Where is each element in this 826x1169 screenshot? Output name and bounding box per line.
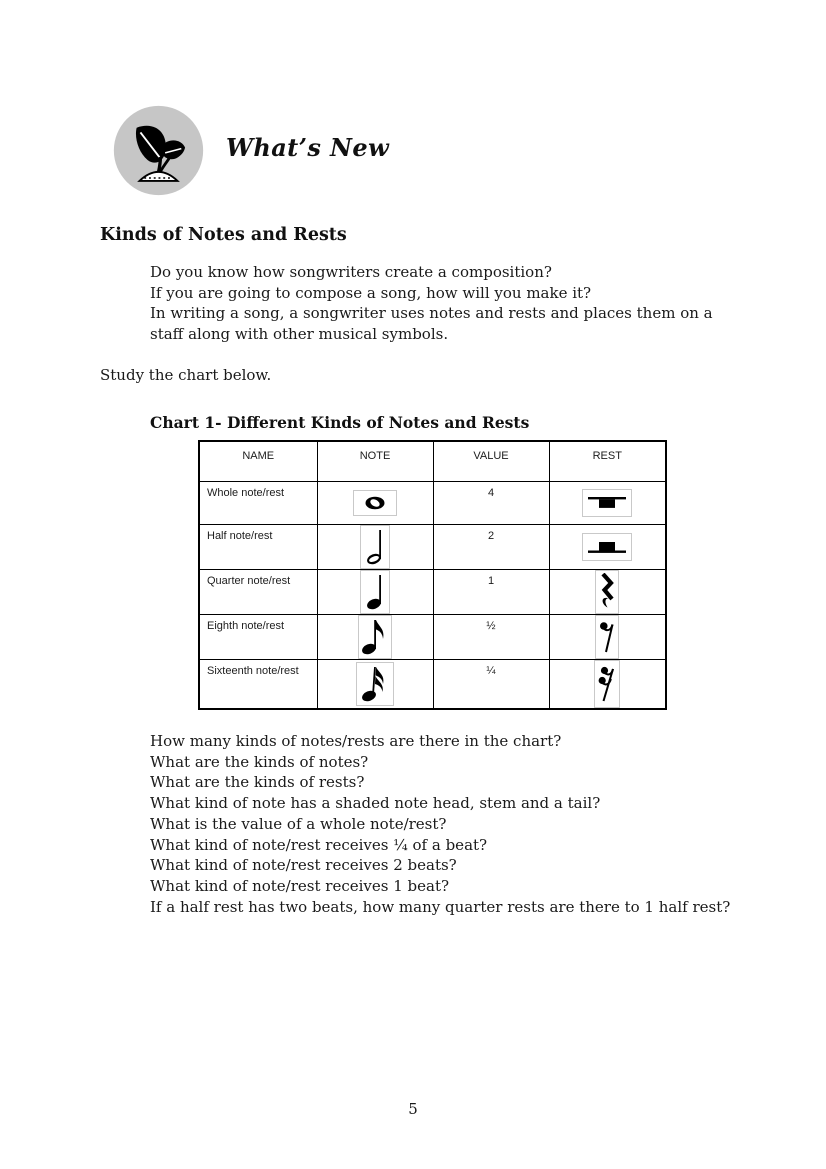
value-cell: ¼ [433,659,549,709]
question: What are the kinds of notes? [150,752,369,771]
question: What are the kinds of rests? [150,773,365,792]
intro-line: In writing a song, a songwriter uses notes and rests and places them on a [150,304,713,323]
column-header-note: NOTE [317,441,433,481]
question: If a half rest has two beats, how many quarter rests are there to 1 half rest? [150,897,731,916]
seedling-icon [111,103,206,198]
note-symbol-cell [317,481,433,524]
name-cell: Whole note/rest [199,481,317,524]
question: What kind of note/rest receives ¼ of a beat? [150,835,488,854]
rest-symbol-cell [549,614,666,659]
name-cell: Eighth note/rest [199,614,317,659]
intro-line: staff along with other musical symbols. [150,324,449,343]
page-number: 5 [408,1100,418,1118]
table-row [199,614,666,659]
questions-list [150,731,730,917]
column-header-value: VALUE [433,441,549,481]
column-header-name: NAME [199,441,317,481]
question: What kind of note/rest receives 2 beats? [150,856,457,875]
question: How many kinds of notes/rests are there in the chart? [150,732,562,750]
rest-symbol-cell [549,659,666,709]
half-note-icon [360,525,390,569]
question: What kind of note/rest receives 1 beat? [150,876,450,895]
sixteenth-rest-icon [594,660,620,708]
note-symbol-cell [317,614,433,659]
eighth-rest-icon [595,615,619,659]
whole-rest-icon [582,489,632,517]
rest-symbol-cell [549,481,666,524]
table-row [199,659,666,709]
section-heading: Kinds of Notes and Rests [100,225,347,245]
value-cell: 2 [433,524,549,569]
study-instruction: Study the chart below. [100,366,272,384]
banner-title: What’s New [226,133,390,162]
sixteenth-note-icon [356,662,394,706]
half-rest-icon [582,533,632,561]
chart-title: Chart 1- Different Kinds of Notes and Rests [150,413,530,432]
rest-symbol-cell [549,524,666,569]
note-symbol-cell [317,659,433,709]
value-cell: ½ [433,614,549,659]
table-header-row [199,441,666,481]
name-cell: Sixteenth note/rest [199,659,317,709]
intro-line: Do you know how songwriters create a composition? [150,263,552,281]
intro-paragraph [150,262,713,344]
table-row [199,524,666,569]
question: What kind of note has a shaded note head, stem and a tail? [150,794,601,813]
notes-rests-table [198,440,667,710]
note-symbol-cell [317,524,433,569]
name-cell: Quarter note/rest [199,569,317,614]
rest-symbol-cell [549,569,666,614]
value-cell: 4 [433,481,549,524]
quarter-rest-icon [595,570,619,614]
eighth-note-icon [358,615,392,659]
note-symbol-cell [317,569,433,614]
column-header-rest: REST [549,441,666,481]
quarter-note-icon [360,570,390,614]
table-row [199,481,666,524]
value-cell: 1 [433,569,549,614]
whole-note-icon [353,490,397,516]
table-row [199,569,666,614]
name-cell: Half note/rest [199,524,317,569]
intro-line: If you are going to compose a song, how will you make it? [150,283,592,302]
question: What is the value of a whole note/rest? [150,814,447,833]
